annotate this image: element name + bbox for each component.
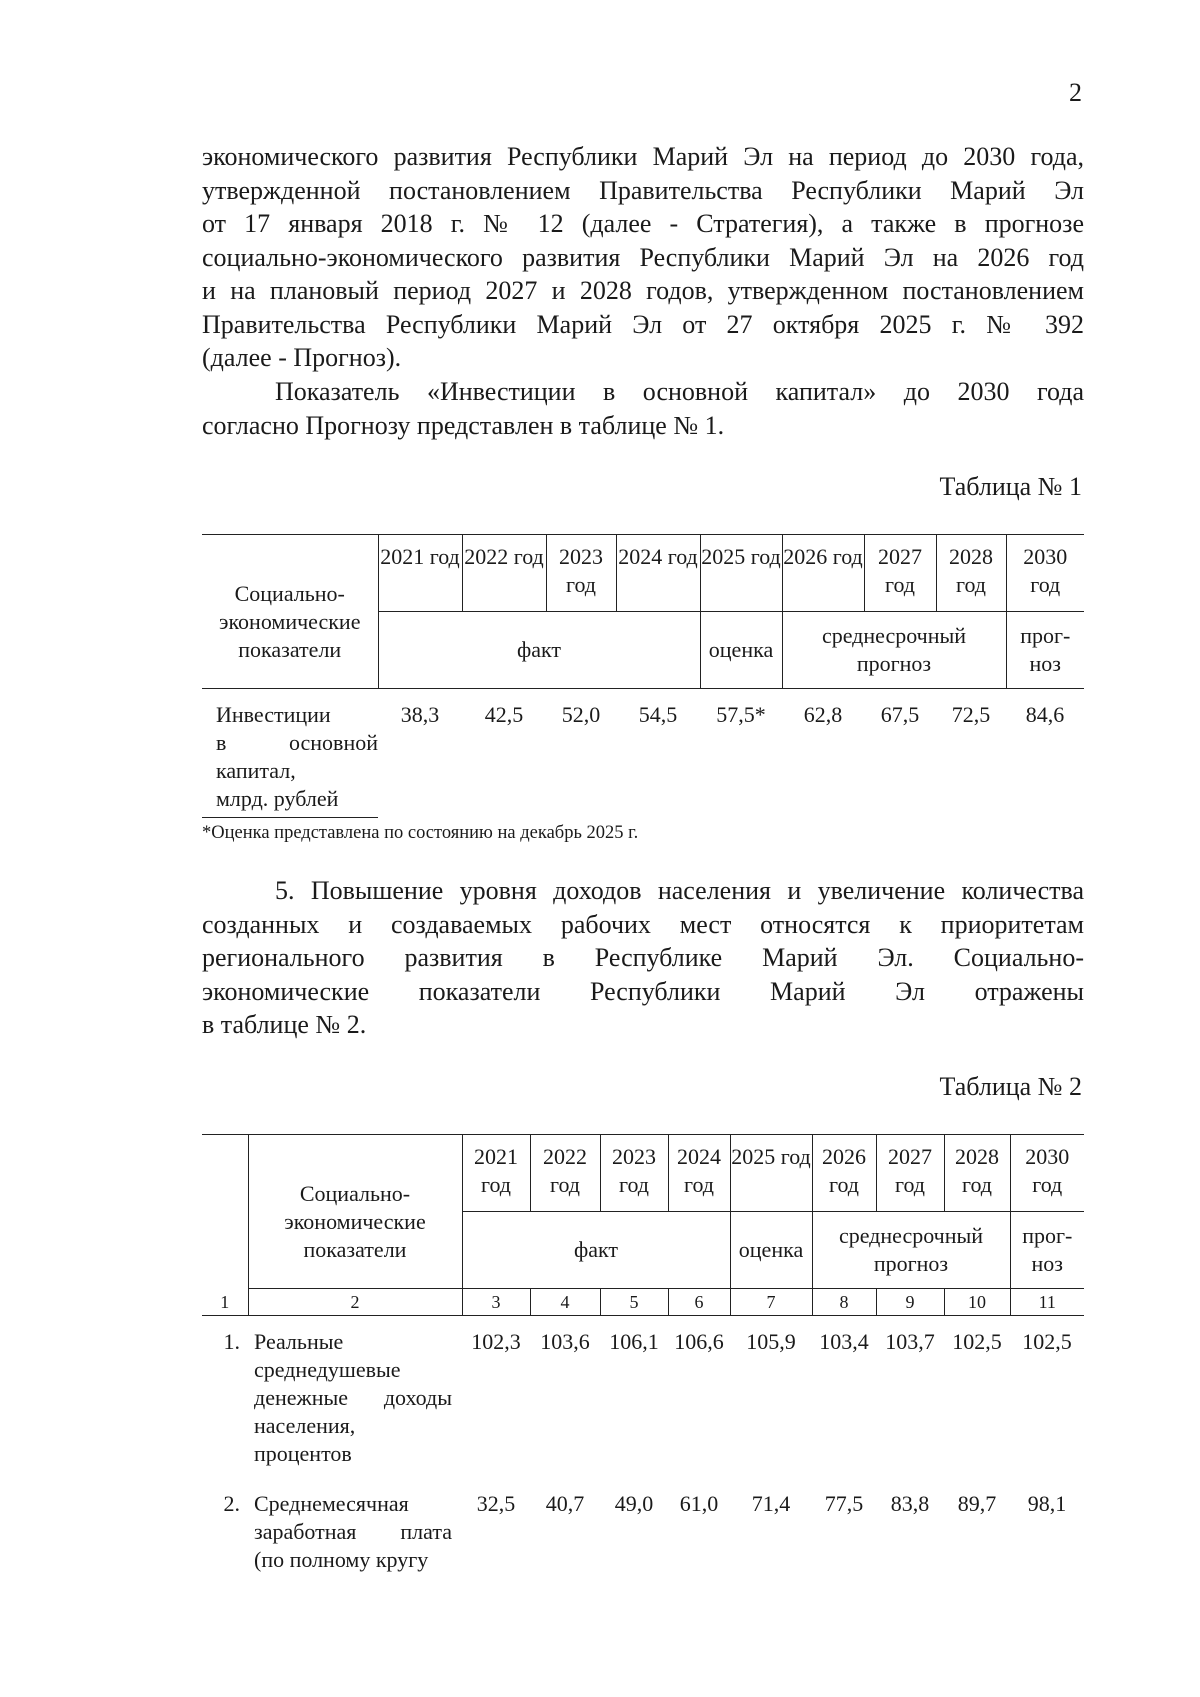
label-line: среднедушевые: [254, 1357, 401, 1382]
table1-row-label: [202, 689, 378, 814]
label-line: в основной: [216, 730, 378, 755]
table1-caption: Таблица № 1: [939, 472, 1082, 501]
table1-year: 2030 год: [1006, 535, 1084, 612]
table1-year: 2028 год: [936, 535, 1006, 612]
text-line: (далее - Прогноз).: [202, 343, 402, 372]
table2-cell: 83,8: [890, 1491, 930, 1516]
table1-cell: 57,5*: [716, 702, 766, 727]
table2: [202, 1134, 1084, 1574]
table1-cell: 38,3: [400, 702, 440, 727]
table1-cell: 67,5: [880, 702, 920, 727]
table2-cell: 103,6: [540, 1329, 590, 1354]
text-line: экономического развития Республики Марий Эл на период до 2030 года,: [202, 142, 1084, 171]
table2-year: 2022 год: [530, 1135, 600, 1212]
table2-year: 2024 год: [668, 1135, 730, 1212]
label-line: Инвестиции: [216, 702, 331, 727]
table2-cell: 71,4: [751, 1491, 791, 1516]
table1-group-estimate: оценка: [700, 612, 782, 689]
table2-row-header: Социально-экономические показатели: [248, 1135, 462, 1289]
table2-colnum: 10: [944, 1289, 1010, 1316]
table2-year: 2025 год: [730, 1135, 812, 1212]
table2-year: 2026 год: [812, 1135, 876, 1212]
table2-cell: 102,5: [952, 1329, 1002, 1354]
table1-year: 2026 год: [782, 535, 864, 612]
label-line: (по полному кругу: [254, 1547, 429, 1572]
text-line: согласно Прогнозу представлен в таблице № 1.: [202, 410, 725, 440]
table1-cell: 62,8: [803, 702, 843, 727]
table2-cell: 61,0: [679, 1491, 719, 1516]
text-line: экономические показатели Республики Марий Эл отражены: [202, 976, 1084, 1006]
table1-row-header: Социально-экономические показатели: [202, 535, 378, 689]
text-line: от 17 января 2018 г. № 12 (далее - Стратегия), а также в прогнозе: [202, 209, 1084, 238]
table-row: [202, 1468, 1084, 1574]
table2-cell: 49,0: [614, 1491, 654, 1516]
text-line: созданных и создаваемых рабочих мест относятся к приоритетам: [202, 909, 1084, 939]
table1-year: 2023 год: [546, 535, 616, 612]
table2-colnum: 4: [530, 1289, 600, 1316]
text-line: регионального развития в Республике Марий Эл. Социально-: [202, 943, 1084, 972]
table2-cell: 103,4: [819, 1329, 869, 1354]
page-number: 2: [1069, 78, 1082, 107]
table2-colnum: 8: [812, 1289, 876, 1316]
table2-colnum: 6: [668, 1289, 730, 1316]
label-line: млрд. рублей: [216, 786, 339, 811]
text-line: и на плановый период 2027 и 2028 годов, утвержденном постановлением: [202, 276, 1084, 305]
table1-cell: 54,5: [638, 702, 678, 727]
table1-cell: 42,5: [484, 702, 524, 727]
table1-cell: 52,0: [561, 702, 601, 727]
text-line: в таблице № 2.: [202, 1010, 367, 1039]
text-line: утвержденной постановлением Правительства Республики Марий Эл: [202, 175, 1084, 205]
label-line: населения,: [254, 1413, 356, 1438]
table1-group-medium: среднесрочный прогноз: [782, 612, 1006, 689]
table1-footnote: *Оценка представлена по состоянию на декабрь 2025 г.: [202, 823, 639, 843]
text-line: Показатель «Инвестиции в основной капитал» до 2030 года: [275, 377, 1084, 406]
table2-cell: 106,6: [674, 1329, 724, 1354]
table2-colnum: 2: [248, 1289, 462, 1316]
table2-cell: 106,1: [609, 1329, 659, 1354]
intro-paragraph: [202, 140, 1084, 375]
table2-group-fact: факт: [462, 1212, 730, 1289]
table2-cell: 89,7: [957, 1491, 997, 1516]
table1-year: 2025 год: [700, 535, 782, 612]
table2-colnum: 7: [730, 1289, 812, 1316]
table2-cell: 98,1: [1027, 1491, 1067, 1516]
table1-year: 2024 год: [616, 535, 700, 612]
table1: [202, 534, 1084, 813]
footnote-rule: [202, 817, 378, 818]
table2-caption: Таблица № 2: [939, 1072, 1082, 1101]
table2-cell: 77,5: [824, 1491, 864, 1516]
table2-year: 2028 год: [944, 1135, 1010, 1212]
table2-year: 2030 год: [1010, 1135, 1084, 1212]
table2-cell: 32,5: [476, 1491, 516, 1516]
table2-cell: 105,9: [746, 1329, 796, 1354]
table1-year: 2021 год: [378, 535, 462, 612]
table1-cell: 72,5: [951, 702, 991, 727]
table2-group-estimate: оценка: [730, 1212, 812, 1289]
table2-cell: 102,5: [1022, 1329, 1072, 1354]
table2-colnum: 1: [202, 1289, 248, 1316]
text-line: Правительства Республики Марий Эл от 27 октября 2025 г. № 392: [202, 309, 1084, 339]
table1-year: 2022 год: [462, 535, 546, 612]
table2-cell: 103,7: [885, 1329, 935, 1354]
investment-paragraph: [202, 375, 1084, 442]
label-line: денежные доходы: [254, 1385, 452, 1410]
table2-group-medium: среднесрочный прогноз: [812, 1212, 1010, 1289]
table1-group-fact: факт: [378, 612, 700, 689]
section5-paragraph: [202, 874, 1084, 1042]
table2-cell: 40,7: [545, 1491, 585, 1516]
table2-cell: 102,3: [471, 1329, 521, 1354]
table2-group-forecast: прог-ноз: [1010, 1212, 1084, 1289]
table2-year: 2021 год: [462, 1135, 530, 1212]
table2-row-num: 1.: [223, 1329, 240, 1354]
table2-colnum: 3: [462, 1289, 530, 1316]
label-line: Реальные: [254, 1329, 344, 1354]
table1-group-forecast: прог-ноз: [1006, 612, 1084, 689]
table2-row-label: [248, 1468, 462, 1574]
label-line: заработная плата: [254, 1519, 452, 1544]
table2-num-header: [202, 1135, 248, 1289]
label-line: капитал,: [216, 758, 296, 783]
table2-colnum: 9: [876, 1289, 944, 1316]
table2-colnum: 5: [600, 1289, 668, 1316]
table2-year: 2023 год: [600, 1135, 668, 1212]
table2-row-num: 2.: [223, 1491, 240, 1516]
text-line: 5. Повышение уровня доходов населения и увеличение количества: [275, 876, 1084, 905]
table1-year: 2027 год: [864, 535, 936, 612]
table-row: [202, 1316, 1084, 1469]
label-line: процентов: [254, 1441, 352, 1466]
table2-year: 2027 год: [876, 1135, 944, 1212]
table1-cell: 84,6: [1025, 702, 1065, 727]
text-line: социально-экономического развития Республики Марий Эл на 2026 год: [202, 242, 1084, 272]
table2-colnum: 11: [1010, 1289, 1084, 1316]
label-line: Среднемесячная: [254, 1491, 409, 1516]
table2-row-label: [248, 1316, 462, 1469]
